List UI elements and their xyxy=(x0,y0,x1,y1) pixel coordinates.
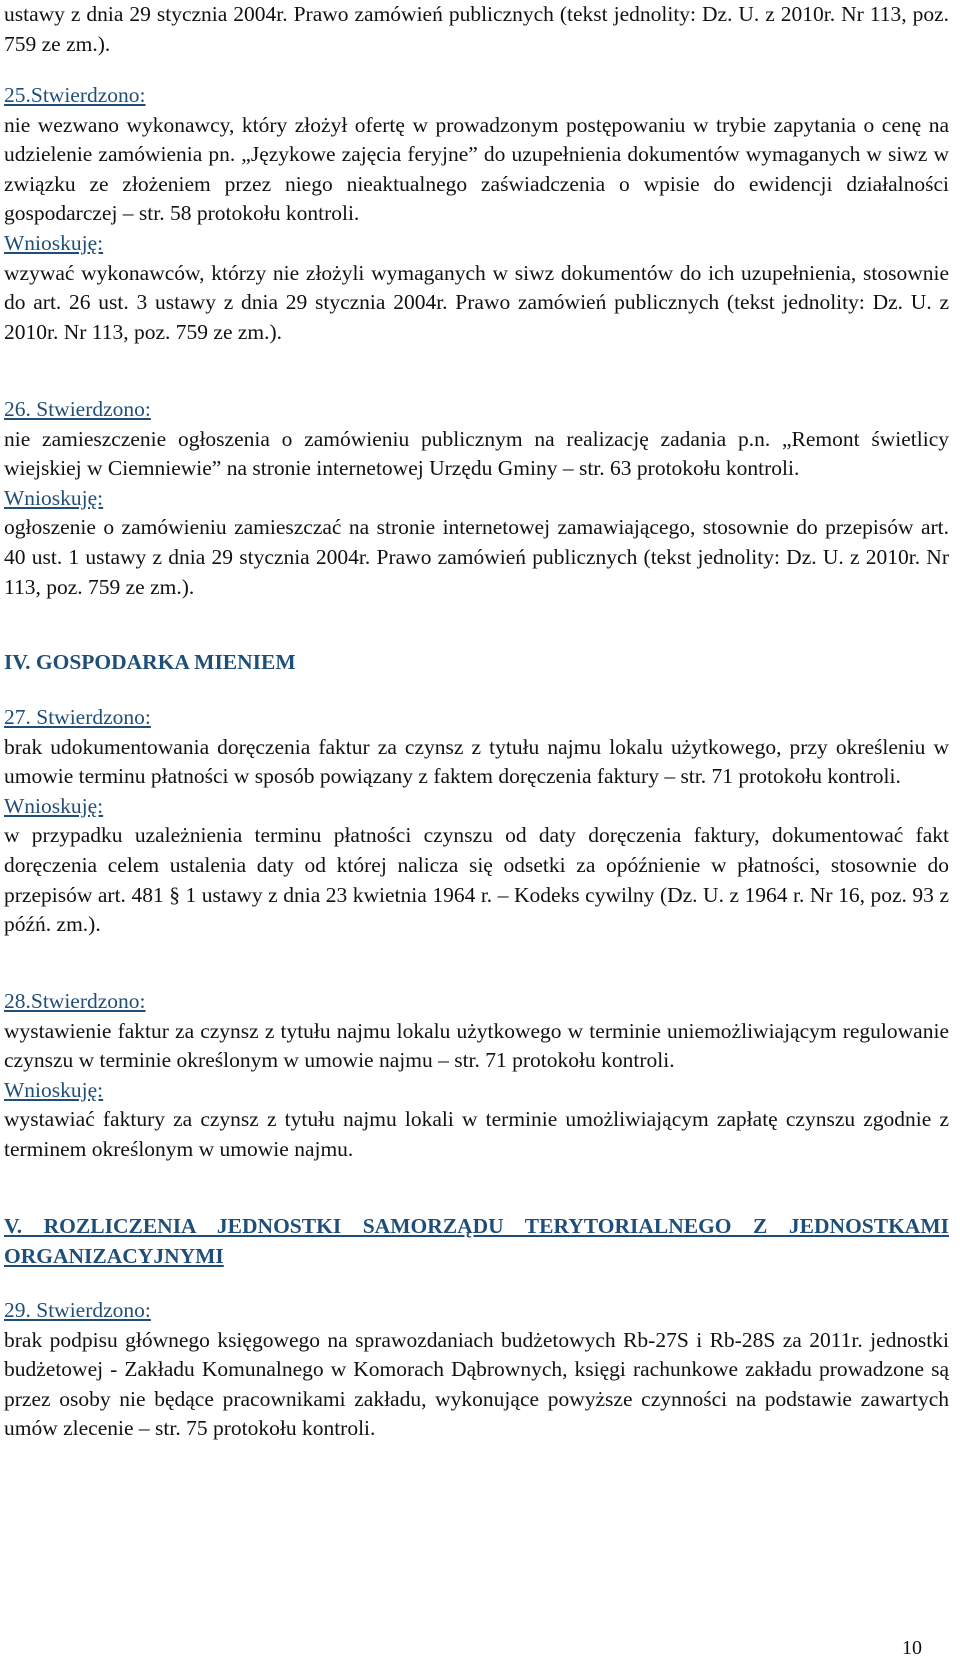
finding-26-heading: 26. Stwierdzono: xyxy=(4,397,151,421)
finding-25-heading: 25.Stwierdzono: xyxy=(4,83,146,107)
finding-27-text: brak udokumentowania doręczenia faktur za czynsz z tytułu najmu lokalu użytkowego, przy określeniu w umowie terminu płatności w sposób powiązany z faktem doręczenia faktury – str. 71 protokołu kontroli. xyxy=(4,734,949,789)
finding-28-recommendation: wystawiać faktury za czynsz z tytułu najmu lokali w terminie umożliwiającym zapłatę czynszu zgodnie z terminem określonym w umowie najmu. xyxy=(4,1107,949,1161)
finding-25 xyxy=(4,81,949,347)
finding-29-heading: 29. Stwierdzono: xyxy=(4,1298,151,1322)
finding-26-wnioskuje: Wnioskuję: xyxy=(4,485,104,510)
finding-28 xyxy=(4,987,949,1165)
finding-27 xyxy=(4,703,949,940)
section-iv xyxy=(4,648,949,678)
finding-28-wnioskuje: Wnioskuję: xyxy=(4,1077,104,1102)
intro-paragraph xyxy=(4,0,949,59)
section-v xyxy=(4,1212,949,1271)
finding-25-text: nie wezwano wykonawcy, który złożył ofertę w prowadzonym postępowaniu w trybie zapytania o cenę na udzielenie zamówienia pn. „Językowe zajęcia feryjne” do uzupełnienia dokumentów wymaganych w siwz w związku ze złożeniem przez niego nieaktualnego zaświadczenia o wpisie do ewidencji działalności gospodarczej – str. 58 protokołu kontroli. xyxy=(4,112,949,226)
finding-25-wnioskuje: Wnioskuję: xyxy=(4,230,104,255)
finding-28-heading: 28.Stwierdzono: xyxy=(4,989,146,1013)
finding-26-text: nie zamieszczenie ogłoszenia o zamówieniu publicznym na realizację zadania p.n. „Remont świetlicy wiejskiej w Ciemniewie” na stronie internetowej Urzędu Gminy – str. 63 protokołu kontroli. xyxy=(4,426,949,481)
finding-27-heading: 27. Stwierdzono: xyxy=(4,705,151,729)
intro-text: ustawy z dnia 29 stycznia 2004r. Prawo zamówień publicznych (tekst jednolity: Dz. U. z 2010r. Nr 113, poz. 759 ze zm.). xyxy=(4,2,949,56)
finding-27-recommendation: w przypadku uzależnienia terminu płatności czynszu od daty doręczenia faktury, dokumentować fakt doręczenia celem ustalenia daty od której nalicza się odsetki za opóźnienie w płatności, stosownie do przepisów art. 481 § 1 ustawy z dnia 23 kwietnia 1964 r. – Kodeks cywilny (Dz. U. z 1964 r. Nr 16, poz. 93 z późń. zm.). xyxy=(4,823,949,937)
finding-29 xyxy=(4,1296,949,1444)
section-iv-title: IV. GOSPODARKA MIENIEM xyxy=(4,650,296,674)
finding-29-text: brak podpisu głównego księgowego na sprawozdaniach budżetowych Rb-27S i Rb-28S za 2011r. jednostki budżetowej - Zakładu Komunalnego w Komorach Dąbrownych, księgi rachunkowe zakładu prowadzone są przez osoby nie będące pracownikami zakładu, wykonujące powyższe czynności na podstawie zawartych umów zlecenie – str. 75 protokołu kontroli. xyxy=(4,1327,949,1441)
finding-28-text: wystawienie faktur za czynsz z tytułu najmu lokalu użytkowego w terminie uniemożliwiającym regulowanie czynszu w terminie określonym w umowie najmu – str. 71 protokołu kontroli. xyxy=(4,1018,949,1073)
section-v-title: V. ROZLICZENIA JEDNOSTKI SAMORZĄDU TERYTORIALNEGO Z JEDNOSTKAMI ORGANIZACYJNYMI xyxy=(4,1214,949,1268)
finding-26-recommendation: ogłoszenie o zamówieniu zamieszczać na stronie internetowej zamawiającego, stosownie do przepisów art. 40 ust. 1 ustawy z dnia 29 stycznia 2004r. Prawo zamówień publicznych (tekst jednolity: Dz. U. z 2010r. Nr 113, poz. 759 ze zm.). xyxy=(4,515,949,599)
finding-26 xyxy=(4,395,949,602)
finding-27-wnioskuje: Wnioskuję: xyxy=(4,793,104,818)
finding-25-recommendation: wzywać wykonawców, którzy nie złożyli wymaganych w siwz dokumentów do ich uzupełnienia, stosownie do art. 26 ust. 3 ustawy z dnia 29 stycznia 2004r. Prawo zamówień publicznych (tekst jednolity: Dz. U. z 2010r. Nr 113, poz. 759 ze zm.). xyxy=(4,260,949,344)
page-number: 10 xyxy=(902,1637,922,1659)
